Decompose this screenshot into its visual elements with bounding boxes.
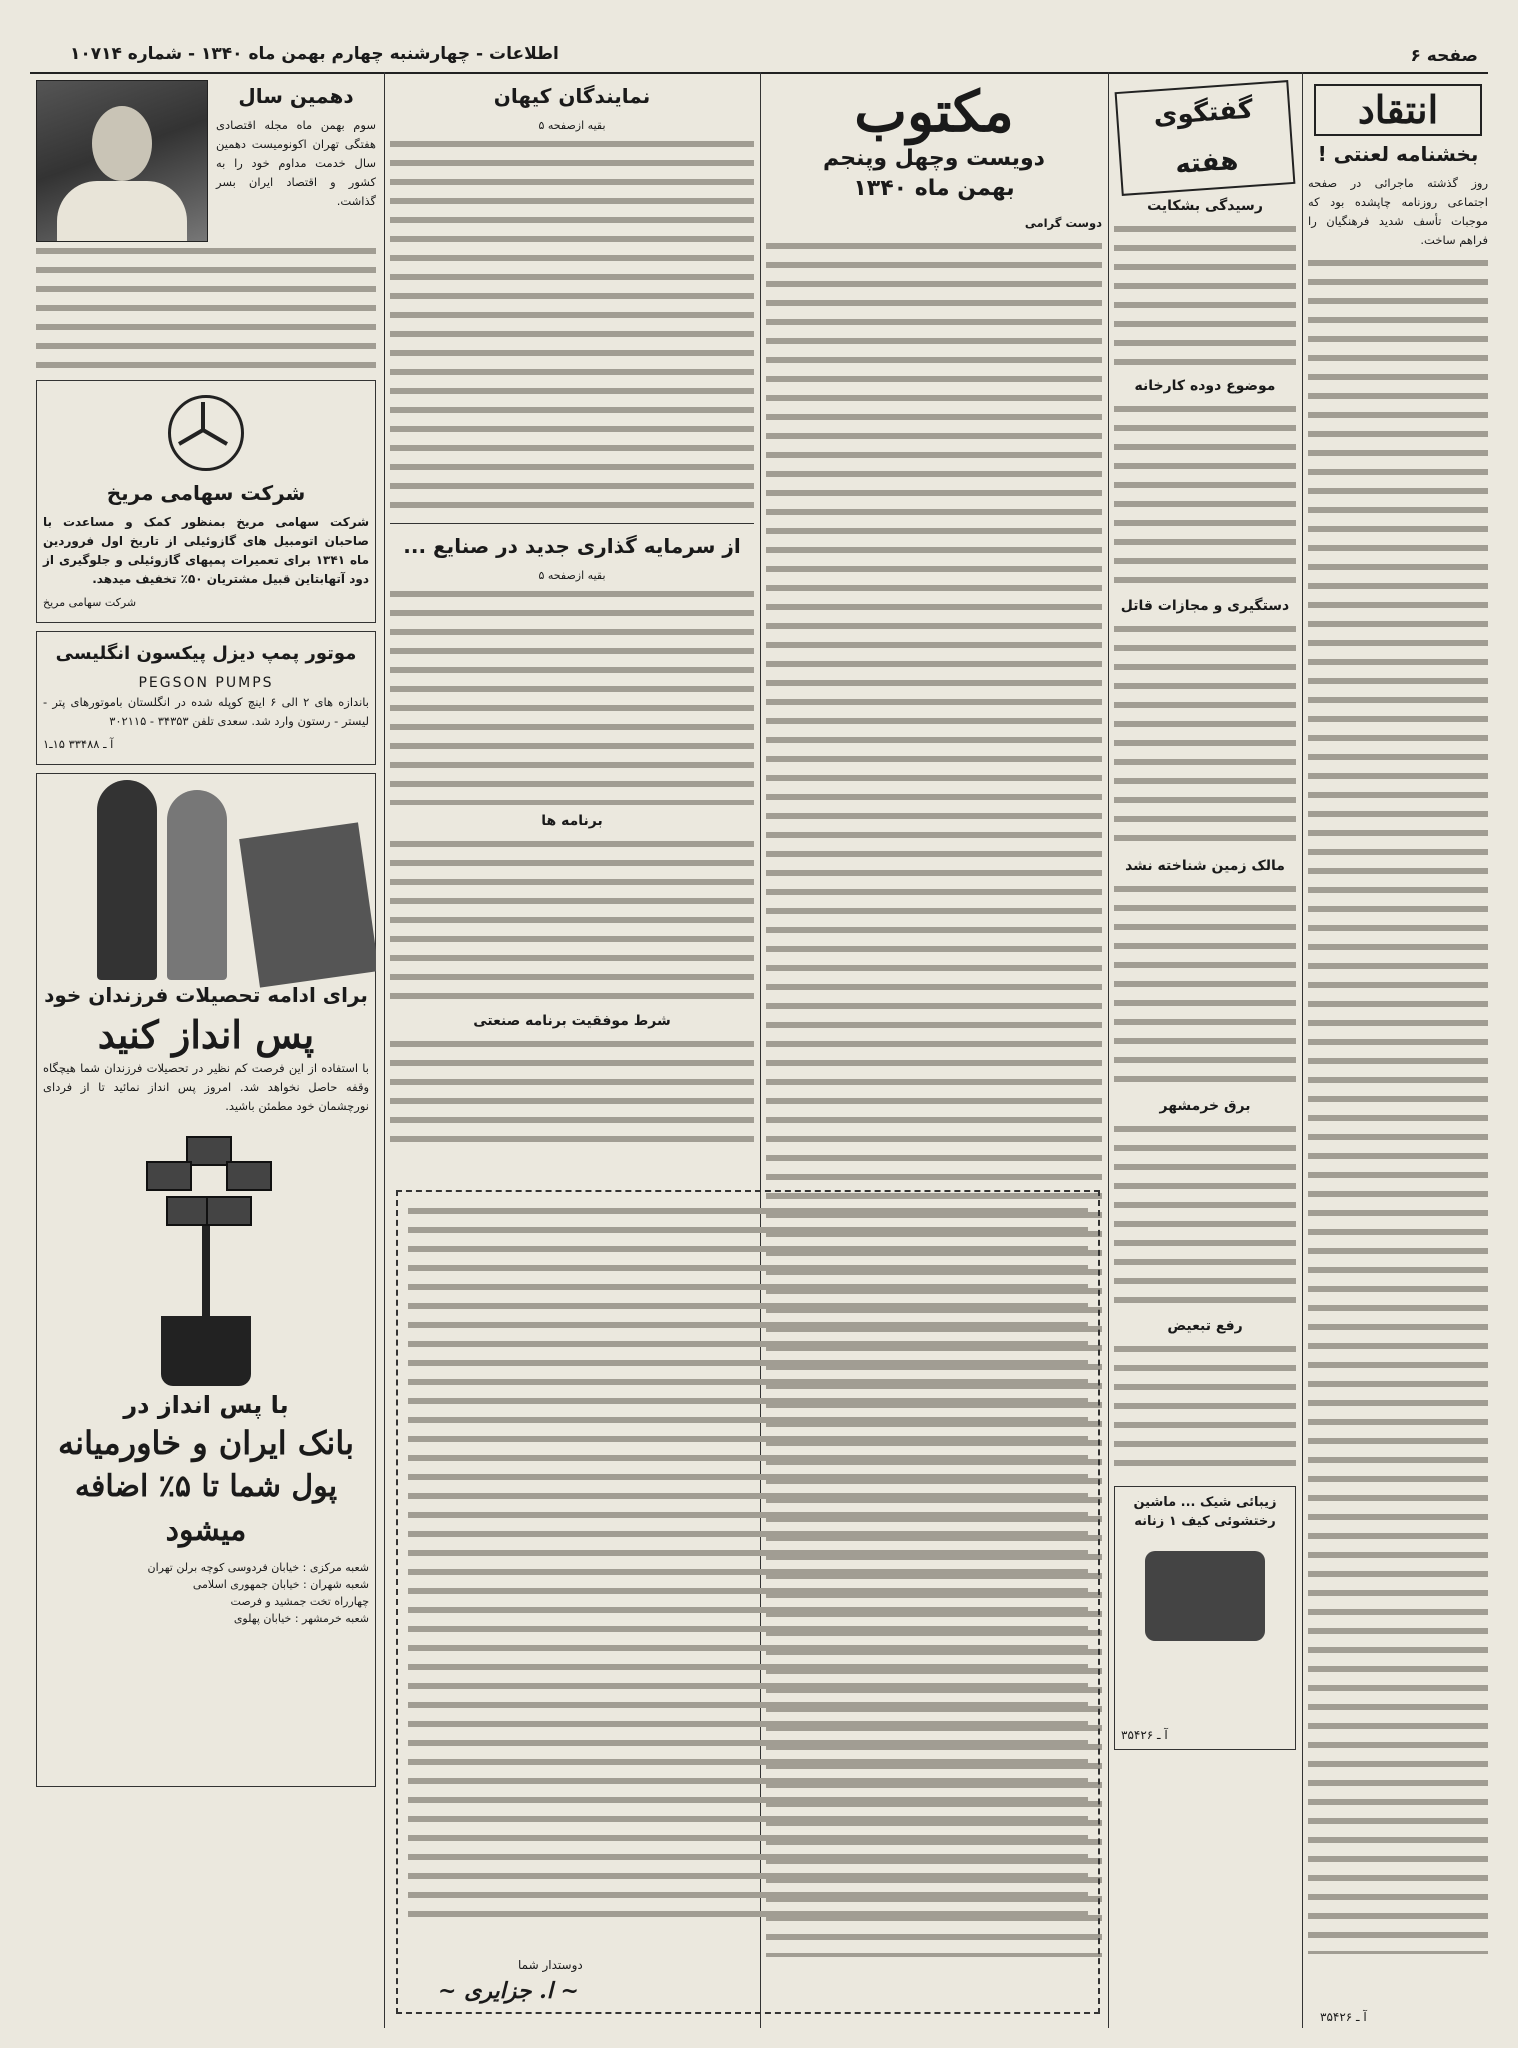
couple-illustration bbox=[43, 780, 369, 980]
land-owner-text bbox=[1114, 880, 1296, 1090]
header-rule bbox=[30, 72, 1488, 74]
column-rule bbox=[1302, 72, 1303, 2028]
pegson-title: موتور پمپ دیزل پیکسون انگلیسی bbox=[55, 643, 357, 664]
column-critique bbox=[1308, 80, 1488, 2010]
letter-date-line2: بهمن ماه ۱۳۴۰ bbox=[853, 176, 1015, 201]
section-khorramshahr-power: برق خرمشهر bbox=[1159, 1098, 1251, 1114]
factory-smoke-text bbox=[1114, 400, 1296, 590]
murderer-arrest-text bbox=[1114, 620, 1296, 850]
critique-body-text bbox=[1308, 254, 1488, 1954]
merikh-text: شرکت سهامی مریخ بمنظور کمک و مساعدت با صاحبان اتومبیل های گازوئیلی از تاریخ اول فروردین ماه ۱۳۴۱ برای تعمیرات پمپهای گازوئیلی و جلوگیری از دود آتهابتاین قبیل مشتریان ۵۰٪ تخفیف میدهد. bbox=[43, 515, 369, 586]
discrimination-text bbox=[1114, 1340, 1296, 1470]
pegson-text: باندازه های ۲ الی ۶ اینچ کوپله شده در انگلستان باموتورهای پتر - لیستر - رستون وارد شد. سعدی تلفن ۳۴۳۵۳ - ۳۰۲۱۱۵ bbox=[43, 695, 369, 728]
kayhan-title: نمایندگان کیهان bbox=[493, 84, 651, 108]
investment-text-1 bbox=[390, 585, 754, 805]
column-kayhan bbox=[390, 80, 754, 1180]
complaint-text bbox=[1114, 220, 1296, 370]
ad-headline: زیبائی شیک ... ماشین رختشوئی کیف ۱ زنانه bbox=[1133, 1495, 1277, 1529]
critique-headline: بخشنامه لعنتی ! bbox=[1317, 142, 1479, 166]
header-dateline: اطلاعات - چهارشنبه چهارم بهمن ماه ۱۳۴۰ - شماره ۱۰۷۱۴ bbox=[70, 44, 559, 64]
letter-continuation-box bbox=[396, 1190, 1100, 2014]
bottom-ad-code: آ ـ ۳۵۴۲۶ bbox=[1320, 2010, 1367, 2024]
branch-item: شعبه خرمشهر : خیابان پهلوی bbox=[233, 1612, 369, 1625]
letter-title: مکتوب bbox=[854, 80, 1014, 145]
column-weekly-talk bbox=[1114, 80, 1296, 2010]
critique-logo: انتقاد bbox=[1314, 84, 1482, 136]
section-factory-smoke: موضوع دوده کارخانه bbox=[1134, 378, 1276, 394]
bank-branches bbox=[43, 1559, 369, 1627]
signature: ~ ا. جزایری ~ bbox=[438, 1978, 579, 2004]
khorramshahr-power-text bbox=[1114, 1120, 1296, 1310]
savings-text: با استفاده از این فرصت کم نظیر در تحصیلات فرزندان شما هیچگاه وقفه حاصل نخواهد شد. امروز پس انداز نمائید تا از فردای نورچشمان خود مطمئن باشید. bbox=[43, 1061, 369, 1113]
washing-machine-illustration bbox=[1145, 1551, 1265, 1641]
pegson-code: آ ـ ۳۳۴۸۸ ۱۵ـ۱ bbox=[43, 737, 114, 751]
washing-machine-ad bbox=[1114, 1486, 1296, 1750]
letter-date-line1: دویست وچهل وپنجم bbox=[823, 146, 1045, 171]
merikh-title: شرکت سهامی مریخ bbox=[106, 481, 306, 505]
letter-closing: دوستدار شما bbox=[518, 1958, 583, 1972]
woman-figure bbox=[167, 790, 227, 980]
column-ads bbox=[36, 80, 376, 2040]
merikh-ad bbox=[36, 380, 376, 623]
section-murderer-arrest: دستگیری و مجازات قاتل bbox=[1120, 598, 1290, 614]
portrait-photo bbox=[36, 80, 208, 242]
profile-text: سوم بهمن ماه مجله اقتصادی هفتگی تهران اکونومیست دهمین سال خدمت مداوم خود را به کشور و اقتصاد ایران بسر گذاشت. bbox=[216, 118, 376, 208]
branch-item: شعبه شهران : خیابان جمهوری اسلامی bbox=[192, 1578, 369, 1591]
pegson-brand: PEGSON PUMPS bbox=[138, 675, 274, 691]
kayhan-continued: بقیه ازصفحه ۵ bbox=[538, 119, 606, 132]
ad-code: آ ـ ۳۵۴۲۶ bbox=[1121, 1728, 1168, 1742]
weekly-talk-logo: گفتگوی هفته bbox=[1115, 80, 1296, 196]
profile-more-text bbox=[36, 242, 376, 372]
critique-lead: روز گذشته ماجرائی در صفحه اجتماعی روزنامه چاپشده بود که موجبات تأسف شدید فرهنگیان را فراهم ساخت. bbox=[1308, 176, 1488, 247]
savings-headline-1: برای ادامه تحصیلات فرزندان خود bbox=[44, 983, 368, 1007]
merikh-sign: شرکت سهامی مریخ bbox=[43, 596, 137, 609]
branch-item: شعبه مرکزی : خیابان فردوسی کوچه برلن تهران bbox=[147, 1561, 369, 1574]
investment-text-3 bbox=[390, 1035, 754, 1155]
investment-sub-success: شرط موفقیت برنامه صنعتی bbox=[473, 1013, 671, 1029]
section-complaint: رسیدگی بشکایت bbox=[1147, 198, 1263, 214]
bank-interest: پول شما تا ۵٪ اضافه میشود bbox=[74, 1469, 338, 1548]
letter-salutation: دوست گرامی bbox=[1024, 216, 1102, 230]
man-figure bbox=[97, 780, 157, 980]
header-page-number: صفحه ۶ bbox=[1410, 46, 1478, 66]
column-rule bbox=[384, 72, 385, 2028]
bank-line-1: با پس انداز در bbox=[123, 1391, 289, 1419]
investment-text-2 bbox=[390, 835, 754, 1005]
investment-continued: بقیه ازصفحه ۵ bbox=[538, 569, 606, 582]
mercedes-logo-icon bbox=[168, 395, 244, 471]
kayhan-text bbox=[390, 135, 754, 515]
book-illustration bbox=[239, 822, 376, 987]
section-land-owner: مالک زمین شناخته نشد bbox=[1125, 858, 1285, 874]
bank-savings-ad bbox=[36, 773, 376, 1787]
flower-money-illustration bbox=[106, 1126, 306, 1386]
section-divider bbox=[390, 523, 754, 524]
column-rule bbox=[1108, 72, 1109, 2028]
savings-headline-2: پس انداز کنید bbox=[97, 1012, 315, 1057]
bank-name: بانک ایران و خاورمیانه bbox=[58, 1424, 354, 1462]
letter-continuation-text bbox=[408, 1202, 1088, 1922]
section-discrimination: رفع تبعیض bbox=[1167, 1318, 1243, 1334]
investment-title: از سرمایه گذاری جدید در صنایع ... bbox=[403, 534, 741, 558]
pegson-ad bbox=[36, 631, 376, 765]
profile-title: دهمین سال bbox=[238, 84, 354, 108]
branch-item: چهارراه تخت جمشید و فرصت bbox=[230, 1595, 369, 1608]
economist-profile bbox=[36, 80, 376, 242]
investment-sub-programs: برنامه ها bbox=[541, 813, 603, 829]
